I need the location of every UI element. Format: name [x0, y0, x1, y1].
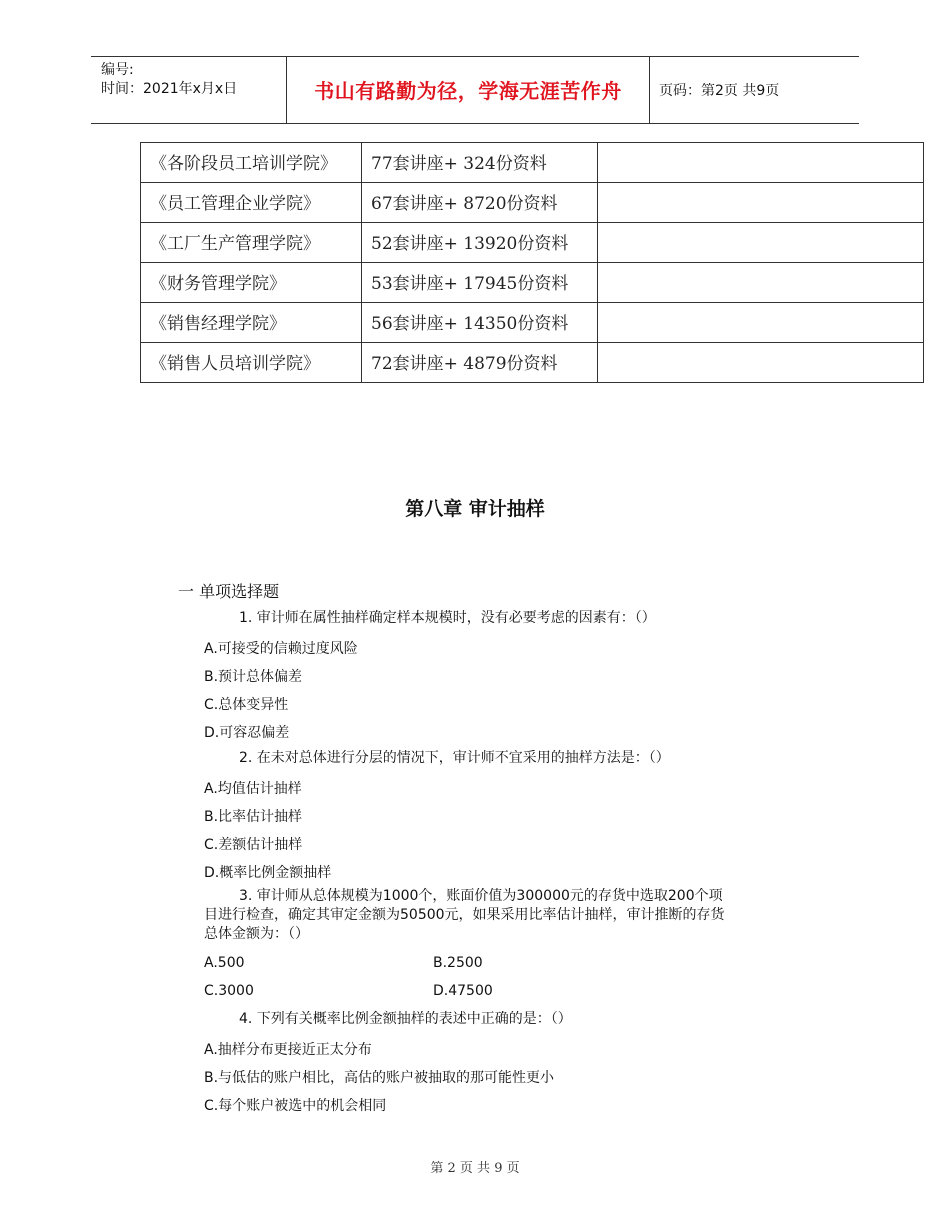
question-option: C.差额估计抽样 [204, 837, 303, 853]
resource-extra [598, 263, 924, 303]
resource-extra [598, 223, 924, 263]
table-row [141, 223, 924, 263]
page-header [91, 56, 859, 124]
question-option: B.与低估的账户相比，高估的账户被抽取的那可能性更小 [204, 1070, 555, 1086]
header-motto: 书山有路勤为径，学海无涯苦作舟 [314, 79, 622, 103]
question-text-line: 3. 审计师从总体规模为1000个，账面价值为300000元的存货中选取200个项 [239, 888, 723, 904]
question-text-line: 总体金额为：（） [204, 926, 309, 942]
question-option: B.2500 [433, 955, 483, 971]
resource-desc: 72套讲座+ 4879份资料 [362, 343, 598, 383]
question-option: C.每个账户被选中的机会相同 [204, 1098, 387, 1114]
table-row [141, 143, 924, 183]
resource-extra [598, 183, 924, 223]
chapter-title: 第八章 审计抽样 [405, 498, 545, 520]
table-row [141, 183, 924, 223]
question-text: 1. 审计师在属性抽样确定样本规模时，没有必要考虑的因素有：（） [239, 610, 656, 626]
question-option: C.总体变异性 [204, 697, 289, 713]
resource-extra [598, 303, 924, 343]
question-option: A.均值估计抽样 [204, 781, 302, 797]
resource-name: 《工厂生产管理学院》 [141, 223, 362, 263]
resource-desc: 52套讲座+ 13920份资料 [362, 223, 598, 263]
page-footer: 第 2 页 共 9 页 [430, 1161, 520, 1176]
question-option: B.预计总体偏差 [204, 669, 303, 685]
question-text: 2. 在未对总体进行分层的情况下，审计师不宜采用的抽样方法是：（） [239, 750, 670, 766]
header-time-label: 时间：2021年x月x日 [101, 81, 238, 97]
resource-extra [598, 343, 924, 383]
resource-desc: 56套讲座+ 14350份资料 [362, 303, 598, 343]
question-option: D.47500 [433, 983, 493, 999]
resource-name: 《各阶段员工培训学院》 [141, 143, 362, 183]
question-option: B.比率估计抽样 [204, 809, 303, 825]
question-text: 4. 下列有关概率比例金额抽样的表述中正确的是：（） [239, 1011, 572, 1027]
resource-desc: 67套讲座+ 8720份资料 [362, 183, 598, 223]
question-option: D.可容忍偏差 [204, 725, 290, 741]
question-option: C.3000 [204, 983, 254, 999]
resource-table [140, 142, 924, 383]
question-option: A.抽样分布更接近正太分布 [204, 1042, 372, 1058]
header-page-info: 页码：第2页 共9页 [659, 83, 780, 99]
resource-desc: 53套讲座+ 17945份资料 [362, 263, 598, 303]
table-row [141, 303, 924, 343]
question-text-line: 目进行检查，确定其审定金额为50500元，如果采用比率估计抽样，审计推断的存货 [204, 907, 725, 923]
header-code-label: 编号: [101, 62, 134, 78]
header-meta [101, 61, 237, 99]
table-row [141, 263, 924, 303]
resource-name: 《员工管理企业学院》 [141, 183, 362, 223]
question-option: A.可接受的信赖过度风险 [204, 641, 358, 657]
question-option: A.500 [204, 955, 245, 971]
table-row [141, 343, 924, 383]
question-option: D.概率比例金额抽样 [204, 865, 332, 881]
question-text [204, 887, 819, 944]
header-divider [649, 57, 650, 123]
resource-name: 《销售人员培训学院》 [141, 343, 362, 383]
resource-extra [598, 143, 924, 183]
resource-name: 《财务管理学院》 [141, 263, 362, 303]
resource-name: 《销售经理学院》 [141, 303, 362, 343]
section-title: 一 单项选择题 [178, 582, 280, 601]
resource-desc: 77套讲座+ 324份资料 [362, 143, 598, 183]
